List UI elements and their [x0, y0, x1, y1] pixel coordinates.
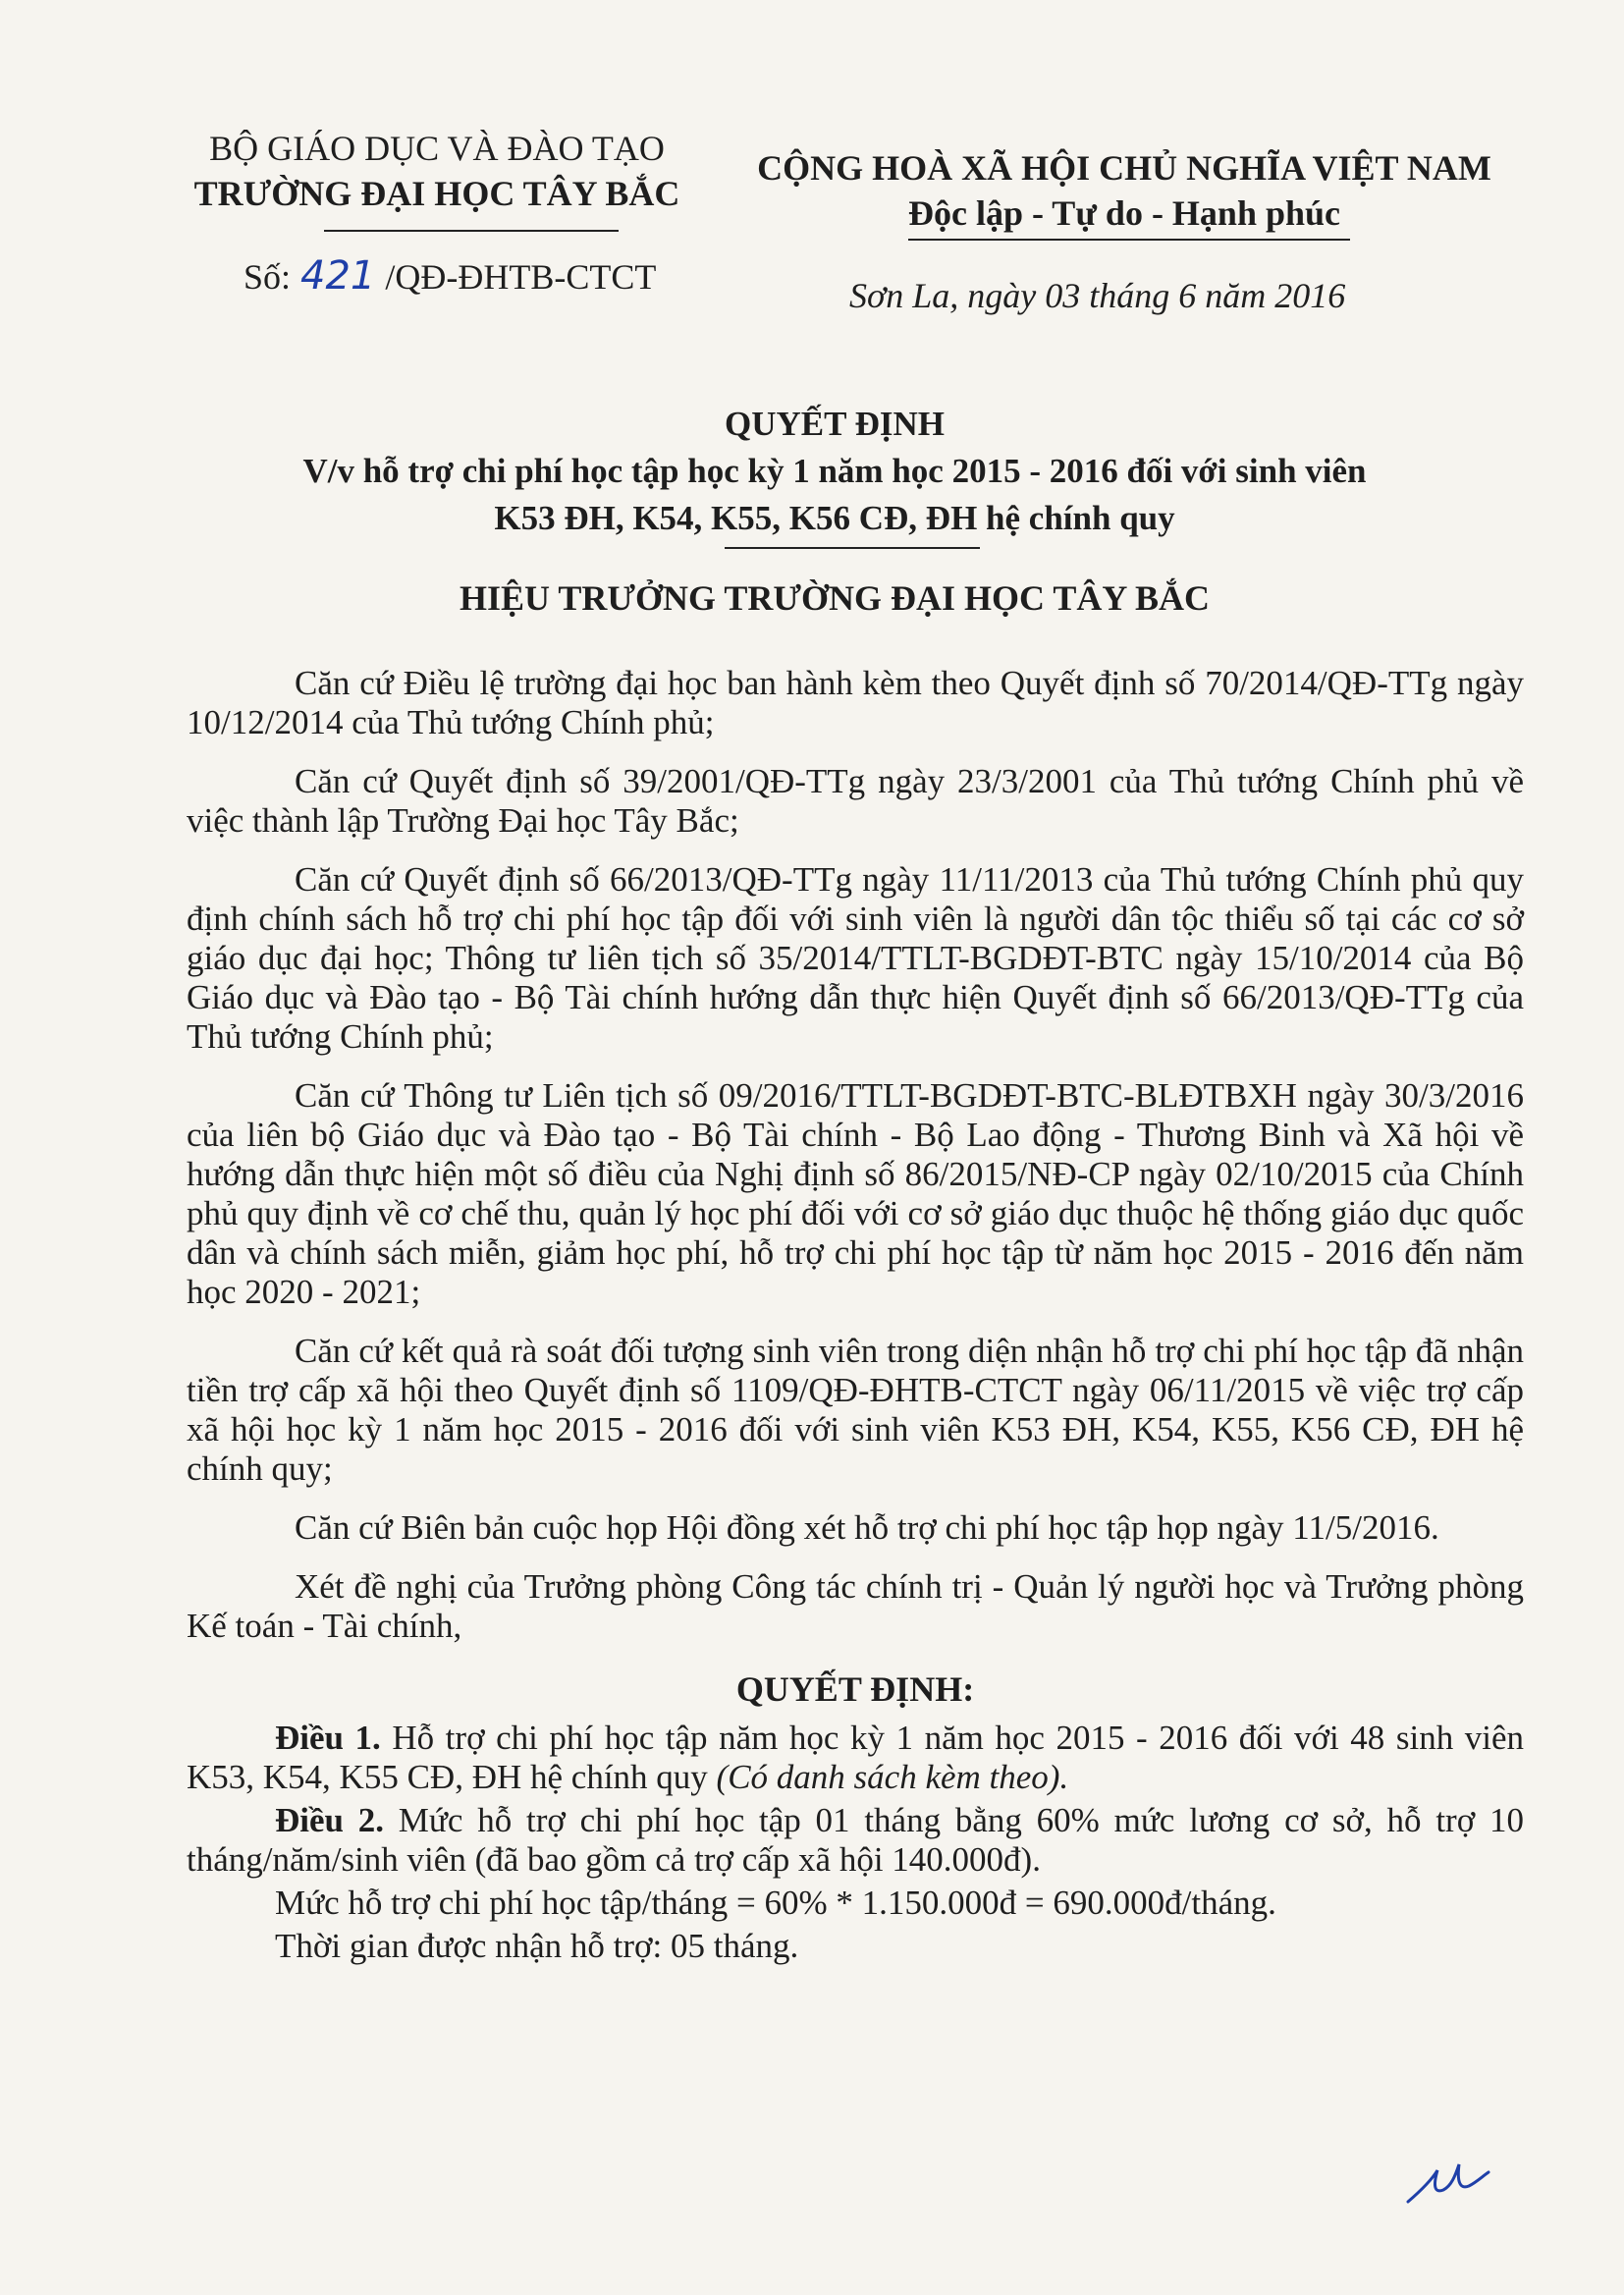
- issuing-authority: HIỆU TRƯỞNG TRƯỜNG ĐẠI HỌC TÂY BẮC: [459, 578, 1211, 618]
- issue-date: Sơn La, ngày 03 tháng 6 năm 2016: [849, 276, 1346, 315]
- legal-basis-2: Căn cứ Quyết định số 39/2001/QĐ-TTg ngày 23/3/2001 của Thủ tướng Chính phủ về việc thành lập Trường Đại học Tây Bắc;: [187, 762, 1524, 840]
- article-1: [187, 1719, 1524, 1797]
- document-title: [196, 401, 1473, 542]
- article-2-duration: Thời gian được nhận hỗ trợ: 05 tháng.: [275, 1927, 799, 1965]
- issuer-block: [177, 126, 697, 216]
- document-body: [187, 664, 1524, 1970]
- number-prefix: Số:: [244, 257, 292, 297]
- article-2: [187, 1801, 1524, 1880]
- document-number: [244, 253, 656, 299]
- article-1-note: (Có danh sách kèm theo).: [716, 1758, 1069, 1796]
- legal-basis-1: Căn cứ Điều lệ trường đại học ban hành kèm theo Quyết định số 70/2014/QĐ-TTg ngày 10/12/2014 của Thủ tướng Chính phủ;: [187, 664, 1524, 741]
- number-suffix: /QĐ-ĐHTB-CTCT: [385, 257, 657, 297]
- country-name: CỘNG HOÀ XÃ HỘI CHỦ NGHĨA VIỆT NAM: [757, 148, 1491, 188]
- national-motto: Độc lập - Tự do - Hạnh phúc: [907, 193, 1341, 233]
- ministry-name: BỘ GIÁO DỤC VÀ ĐÀO TẠO: [209, 129, 665, 168]
- proposal-basis: Xét đề nghị của Trưởng phòng Công tác chính trị - Quản lý người học và Trưởng phòng Kế toán - Tài chính,: [187, 1567, 1524, 1645]
- title-subject-line2: K53 ĐH, K54, K55, K56 CĐ, ĐH hệ chính quy: [494, 499, 1175, 537]
- article-2-text: Mức hỗ trợ chi phí học tập 01 tháng bằng 60% mức lương cơ sở, hỗ trợ 10 tháng/năm/sinh viên (đã bao gồm cả trợ cấp xã hội 140.000đ).: [187, 1801, 1524, 1879]
- legal-basis-6: Căn cứ Biên bản cuộc họp Hội đồng xét hỗ trợ chi phí học tập họp ngày 11/5/2016.: [295, 1508, 1439, 1547]
- legal-basis-4: Căn cứ Thông tư Liên tịch số 09/2016/TTLT-BGDĐT-BTC-BLĐTBXH ngày 30/3/2016 của liên bộ Giáo dục và Đào tạo - Bộ Tài chính - Bộ Lao động - Thương Binh và Xã hội về hướng dẫn thực hiện một số điều của Nghị định số 86/2015/NĐ-CP ngày 02/10/2015 của Chính phủ quy định về cơ chế thu, quản lý học phí đối với cơ sở giáo dục thuộc hệ thống giáo dục quốc dân và chính sách miễn, giảm học phí, hỗ trợ chi phí học tập từ năm học 2015 - 2016 đến năm học 2020 - 2021;: [187, 1076, 1524, 1311]
- title-heading: QUYẾT ĐỊNH: [725, 405, 945, 443]
- title-underline: [725, 547, 980, 549]
- decision-heading: QUYẾT ĐỊNH:: [735, 1669, 975, 1709]
- article-1-text: Hỗ trợ chi phí học tập năm học kỳ 1 năm học 2015 - 2016 đối với 48 sinh viên K53, K54, K55 CĐ, ĐH hệ chính quy: [187, 1719, 1525, 1796]
- article-2-label: Điều 2.: [275, 1801, 385, 1839]
- national-title-block: [746, 145, 1502, 236]
- school-name: TRƯỜNG ĐẠI HỌC TÂY BẮC: [193, 174, 680, 213]
- title-subject-line1: V/v hỗ trợ chi phí học tập học kỳ 1 năm học 2015 - 2016 đối với sinh viên: [302, 452, 1367, 490]
- motto-underline: [908, 239, 1350, 241]
- article-1-label: Điều 1.: [275, 1719, 381, 1757]
- issuer-underline: [324, 230, 619, 232]
- articles: [187, 1719, 1524, 1966]
- legal-basis-3: Căn cứ Quyết định số 66/2013/QĐ-TTg ngày 11/11/2013 của Thủ tướng Chính phủ quy định chính sách hỗ trợ chi phí học tập đối với sinh viên là người dân tộc thiểu số tại các cơ sở giáo dục đại học; Thông tư liên tịch số 35/2014/TTLT-BGDĐT-BTC ngày 15/10/2014 của Bộ Giáo dục và Đào tạo - Bộ Tài chính hướng dẫn thực hiện Quyết định số 66/2013/QĐ-TTg của Thủ tướng Chính phủ;: [187, 860, 1524, 1056]
- handwritten-number: 421: [300, 253, 376, 299]
- legal-basis-5: Căn cứ kết quả rà soát đối tượng sinh viên trong diện nhận hỗ trợ chi phí học tập đã nhận tiền trợ cấp xã hội theo Quyết định số 1109/QĐ-ĐHTB-CTCT ngày 06/11/2015 về việc trợ cấp xã hội học kỳ 1 năm học 2015 - 2016 đối với sinh viên K53 ĐH, K54, K55, K56 CĐ, ĐH hệ chính quy;: [187, 1332, 1524, 1488]
- initials-signature: [1404, 2151, 1492, 2210]
- article-2-rate: Mức hỗ trợ chi phí học tập/tháng = 60% * 1.150.000đ = 690.000đ/tháng.: [275, 1884, 1276, 1922]
